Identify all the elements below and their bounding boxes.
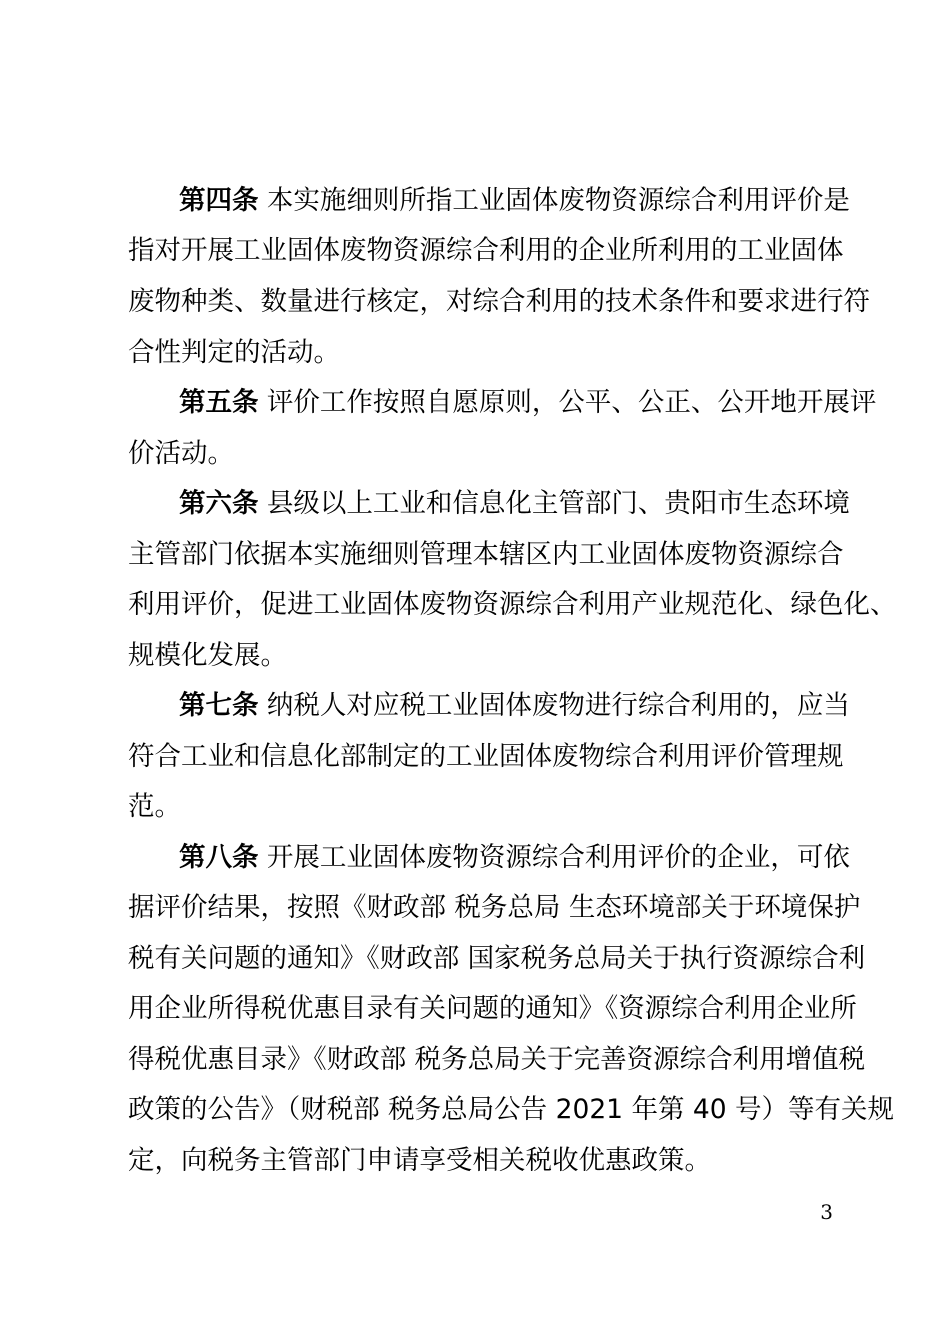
article-4-line-3: 废物种类、数量进行核定，对综合利用的技术条件和要求进行符 <box>128 286 870 317</box>
article-6-heading: 第六条 <box>179 488 259 519</box>
article-8-line-5: 得税优惠目录》《财政部 税务总局关于完善资源综合利用增值税 <box>128 1044 866 1075</box>
article-7-line-3: 范。 <box>128 791 181 822</box>
article-4-line-1 <box>179 184 850 218</box>
article-6-line-1 <box>179 487 850 521</box>
article-7-heading: 第七条 <box>179 690 259 721</box>
article-4-line-4: 合性判定的活动。 <box>128 337 340 368</box>
article-6-line-2: 主管部门依据本实施细则管理本辖区内工业固体废物资源综合 <box>128 539 844 570</box>
article-5-line-2: 价活动。 <box>128 438 234 469</box>
article-8-line-4: 用企业所得税优惠目录有关问题的通知》《资源综合利用企业所 <box>128 993 857 1024</box>
article-4-text-1: 本实施细则所指工业固体废物资源综合利用评价是 <box>258 185 850 216</box>
article-8-line-2: 据评价结果，按照《财政部 税务总局 生态环境部关于环境保护 <box>128 892 861 923</box>
article-7-text-1: 纳税人对应税工业固体废物进行综合利用的，应当 <box>258 690 850 721</box>
article-6-text-1: 县级以上工业和信息化主管部门、贵阳市生态环境 <box>258 488 850 519</box>
article-8-line-3: 税有关问题的通知》《财政部 国家税务总局关于执行资源综合利 <box>128 943 866 974</box>
article-8-text-1: 开展工业固体废物资源综合利用评价的企业，可依 <box>258 842 850 873</box>
article-6-line-3: 利用评价，促进工业固体废物资源综合利用产业规范化、绿色化、 <box>128 589 897 620</box>
article-7-line-1 <box>179 689 850 723</box>
article-5-heading: 第五条 <box>179 387 259 418</box>
article-5-line-1 <box>179 386 877 420</box>
article-8-heading: 第八条 <box>179 842 259 873</box>
article-5-text-1: 评价工作按照自愿原则，公平、公正、公开地开展评 <box>258 387 877 418</box>
page-number: 3 <box>820 1200 833 1224</box>
article-4-heading: 第四条 <box>179 185 259 216</box>
article-6-line-4: 规模化发展。 <box>128 640 287 671</box>
article-8-line-7: 定，向税务主管部门申请享受相关税收优惠政策。 <box>128 1145 711 1176</box>
article-8-line-1 <box>179 841 850 875</box>
article-8-line-6: 政策的公告》（财税部 税务总局公告 2021 年第 40 号）等有关规 <box>128 1094 895 1125</box>
article-7-line-2: 符合工业和信息化部制定的工业固体废物综合利用评价管理规 <box>128 741 844 772</box>
article-4-line-2: 指对开展工业固体废物资源综合利用的企业所利用的工业固体 <box>128 235 844 266</box>
